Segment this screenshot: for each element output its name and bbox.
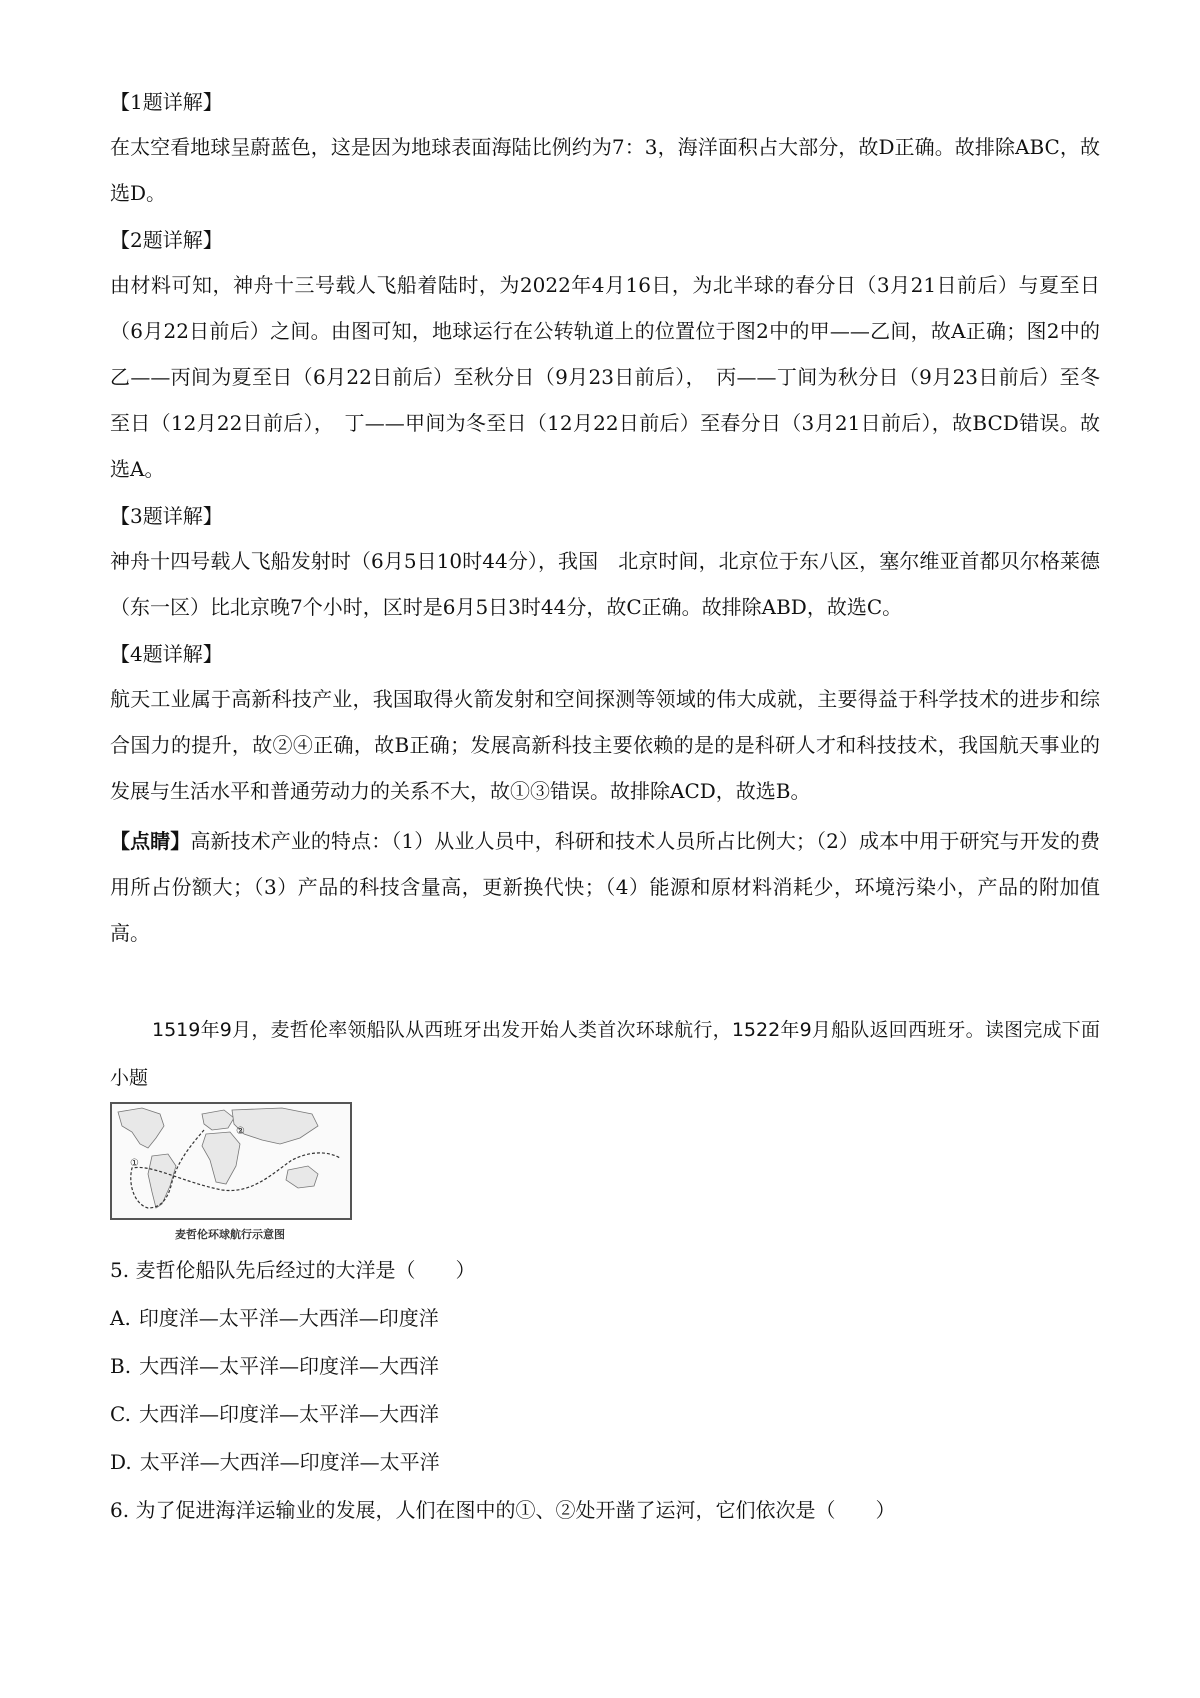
- section-4-heading: 【4题详解】: [110, 642, 223, 666]
- section-1-body: 在太空看地球呈蔚蓝色，这是因为地球表面海陆比例约为7：3，海洋面积占大部分，故D正确。故排除ABC，故选D。: [110, 135, 1100, 205]
- note-text: 高新技术产业的特点：（1）从业人员中，科研和技术人员所占比例大；（2）成本中用于研究与开发的费用所占份额大；（3）产品的科技含量高，更新换代快；（4）能源和原材料消耗少，环境污染小，产品的附加值高。: [110, 829, 1101, 945]
- section-3-body: 神舟十四号载人飞船发射时（6月5日10时44分），我国 北京时间，北京位于东八区，塞尔维亚首都贝尔格莱德（东一区）比北京晚7个小时，区时是6月5日3时44分，故C正确。故排除ABD，故选C。: [110, 549, 1100, 619]
- question-5-option-d: D. 太平洋—大西洋—印度洋—太平洋: [110, 1450, 440, 1474]
- key-points-note: [110, 818, 1100, 956]
- note-label: 【点睛】: [110, 829, 191, 853]
- marker-1: ①: [130, 1158, 139, 1169]
- section-4-body: 航天工业属于高新科技产业，我国取得火箭发射和空间探测等领域的伟大成就，主要得益于科学技术的进步和综合国力的提升，故②④正确，故B正确；发展高新科技主要依赖的是的是科研人才和科技技术，我国航天事业的发展与生活水平和普通劳动力的关系不大，故①③错误。故排除ACD，故选B。: [110, 687, 1100, 803]
- question-5-option-a: A. 印度洋—太平洋—大西洋—印度洋: [110, 1306, 439, 1330]
- question-5-option-b: B. 大西洋—太平洋—印度洋—大西洋: [110, 1354, 440, 1378]
- section-2-body: 由材料可知，神舟十三号载人飞船着陆时，为2022年4月16日，为北半球的春分日（3月21日前后）与夏至日（6月22日前后）之间。由图可知，地球运行在公转轨道上的位置位于图2中的甲——乙间，故A正确；图2中的乙——丙间为夏至日（6月22日前后）至秋分日（9月23日前后）， 丙——丁间为秋分日（9月23日前后）至冬至日（12月22日前后）， 丁——甲间为冬至日（12月22日前后）至春分日（3月21日前后），故BCD错误。故选A。: [110, 273, 1100, 481]
- section-3-heading: 【3题详解】: [110, 504, 223, 528]
- section-2-heading: 【2题详解】: [110, 228, 223, 252]
- question-intro: 1519年9月，麦哲伦率领船队从西班牙出发开始人类首次环球航行，1522年9月船队返回西班牙。读图完成下面小题: [110, 1019, 1100, 1089]
- question-5-stem: 5. 麦哲伦船队先后经过的大洋是（ ）: [110, 1258, 476, 1282]
- magellan-map: [110, 1102, 352, 1220]
- map-caption: 麦哲伦环球航行示意图: [175, 1228, 285, 1241]
- magellan-map-figure: [110, 1102, 350, 1242]
- question-6-stem: 6. 为了促进海洋运输业的发展，人们在图中的①、②处开凿了运河，它们依次是（ ）: [110, 1498, 896, 1522]
- marker-2: ②: [236, 1126, 245, 1137]
- world-map-icon: [112, 1104, 350, 1218]
- section-1-heading: 【1题详解】: [110, 90, 223, 114]
- question-5-option-c: C. 大西洋—印度洋—太平洋—大西洋: [110, 1402, 439, 1426]
